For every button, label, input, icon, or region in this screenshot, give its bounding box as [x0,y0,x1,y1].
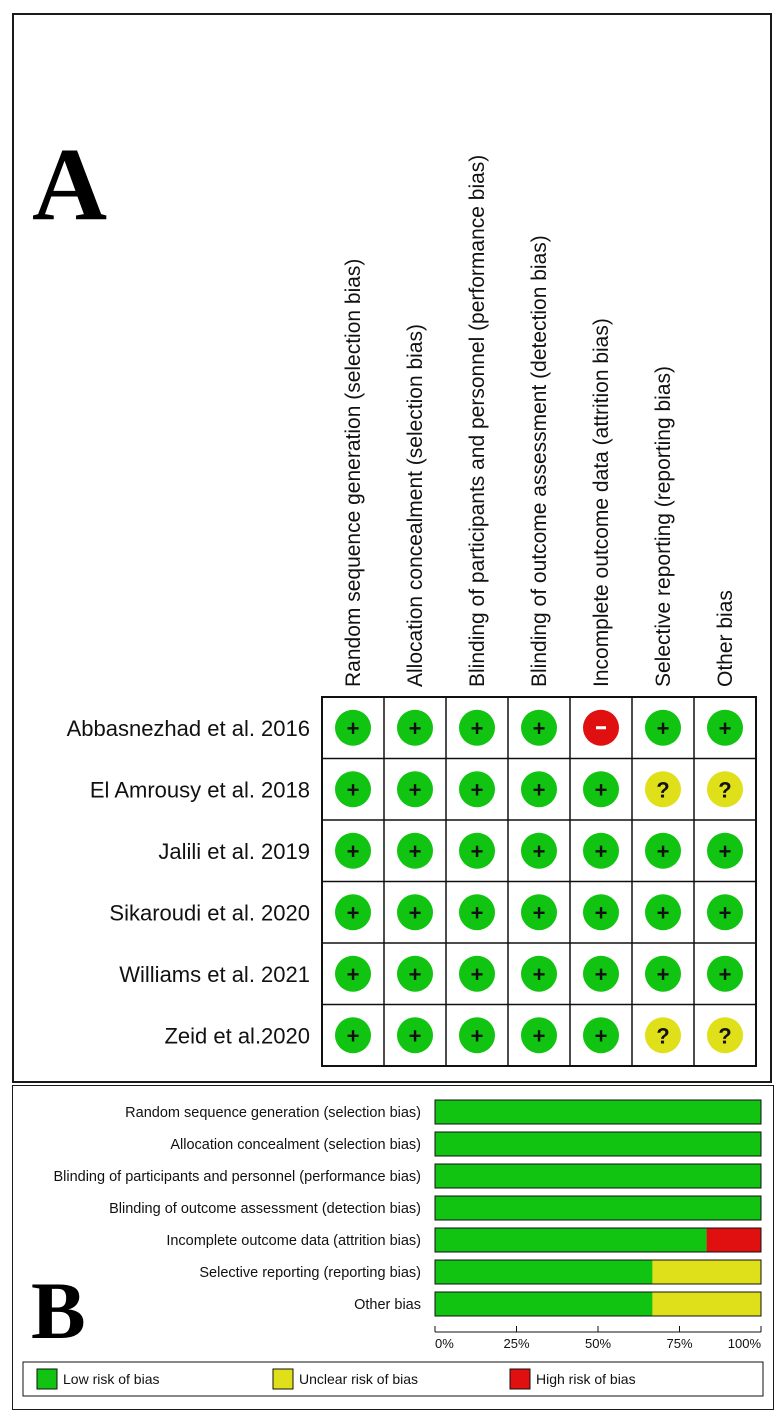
judgement-symbol: + [470,961,484,987]
x-tick-label: 100% [727,1336,761,1351]
risk-of-bias-summary-panel [12,13,772,1083]
judgement-symbol: + [532,1023,546,1049]
judgement-symbol: + [656,838,670,864]
bar-segment [435,1100,761,1124]
column-header: Blinding of outcome assessment (detection bias) [528,235,551,687]
judgement-symbol: ? [718,1023,732,1049]
judgement-symbol: ? [656,1023,670,1049]
legend-swatch [510,1369,530,1389]
judgement-symbol: + [346,838,360,864]
column-header: Random sequence generation (selection bias) [342,258,365,687]
judgement-symbol: + [718,961,732,987]
judgement-symbol: + [594,777,608,803]
legend-swatch [273,1369,293,1389]
judgement-symbol: + [532,961,546,987]
legend-label: Unclear risk of bias [299,1371,419,1387]
judgement-symbol: + [594,961,608,987]
bar-segment [435,1196,761,1220]
study-label: Zeid et al.2020 [164,1023,310,1049]
bar-segment [435,1132,761,1156]
judgement-symbol: + [470,900,484,926]
judgement-symbol: + [532,715,546,741]
bar-segment [652,1260,761,1284]
column-header: Allocation concealment (selection bias) [404,323,427,687]
column-header: Selective reporting (reporting bias) [652,366,675,687]
bar-segment [707,1228,761,1252]
judgement-symbol: + [594,900,608,926]
judgement-symbol [596,726,606,729]
panel-b-letter: B [31,1265,86,1356]
judgement-symbol: + [470,777,484,803]
study-label: Sikaroudi et al. 2020 [109,900,310,926]
category-label: Blinding of participants and personnel (performance bias) [53,1169,421,1185]
x-tick-label: 0% [435,1336,454,1351]
legend-label: High risk of bias [536,1371,636,1387]
judgement-symbol: + [346,961,360,987]
judgement-symbol: + [532,900,546,926]
category-label: Blinding of outcome assessment (detection bias) [109,1201,421,1217]
bar-segment [435,1260,652,1284]
judgement-symbol: + [408,900,422,926]
category-label: Selective reporting (reporting bias) [199,1265,421,1281]
judgement-symbol: + [718,715,732,741]
legend-label: Low risk of bias [63,1371,160,1387]
category-label: Random sequence generation (selection bias) [125,1105,421,1121]
judgement-symbol: + [532,777,546,803]
judgement-symbol: + [408,838,422,864]
judgement-symbol: + [718,900,732,926]
judgement-symbol: + [470,1023,484,1049]
judgement-symbol: + [718,838,732,864]
category-label: Incomplete outcome data (attrition bias) [166,1233,421,1249]
study-label: Abbasnezhad et al. 2016 [66,715,310,741]
risk-of-bias-summary-grid [14,15,770,1081]
x-tick-label: 50% [584,1336,612,1351]
risk-of-bias-graph-panel [12,1085,774,1410]
judgement-symbol: + [594,1023,608,1049]
category-label: Other bias [354,1297,421,1313]
judgement-symbol: ? [718,777,732,803]
judgement-symbol: + [346,900,360,926]
judgement-symbol: + [408,1023,422,1049]
judgement-symbol: + [346,1023,360,1049]
risk-of-bias-graph [13,1086,773,1409]
column-header: Blinding of participants and personnel (performance bias) [466,154,489,687]
judgement-symbol: + [408,961,422,987]
judgement-symbol: + [346,715,360,741]
judgement-symbol: + [470,715,484,741]
bar-segment [435,1164,761,1188]
bar-segment [435,1228,707,1252]
judgement-symbol: + [408,777,422,803]
judgement-symbol: + [656,961,670,987]
x-tick-label: 75% [666,1336,693,1351]
column-header: Other bias [714,590,737,687]
judgement-symbol: + [594,838,608,864]
bar-segment [652,1292,761,1316]
bar-segment [435,1292,652,1316]
study-label: Williams et al. 2021 [119,961,310,987]
panel-a-letter: A [32,127,108,242]
column-header: Incomplete outcome data (attrition bias) [590,318,613,687]
category-label: Allocation concealment (selection bias) [170,1137,421,1153]
judgement-symbol: + [346,777,360,803]
judgement-symbol: + [470,838,484,864]
judgement-symbol: ? [656,777,670,803]
study-label: El Amrousy et al. 2018 [89,777,310,803]
legend-swatch [37,1369,57,1389]
judgement-symbol: + [656,715,670,741]
judgement-symbol: + [532,838,546,864]
judgement-symbol: + [656,900,670,926]
x-tick-label: 25% [503,1336,530,1351]
study-label: Jalili et al. 2019 [158,838,310,864]
judgement-symbol: + [408,715,422,741]
